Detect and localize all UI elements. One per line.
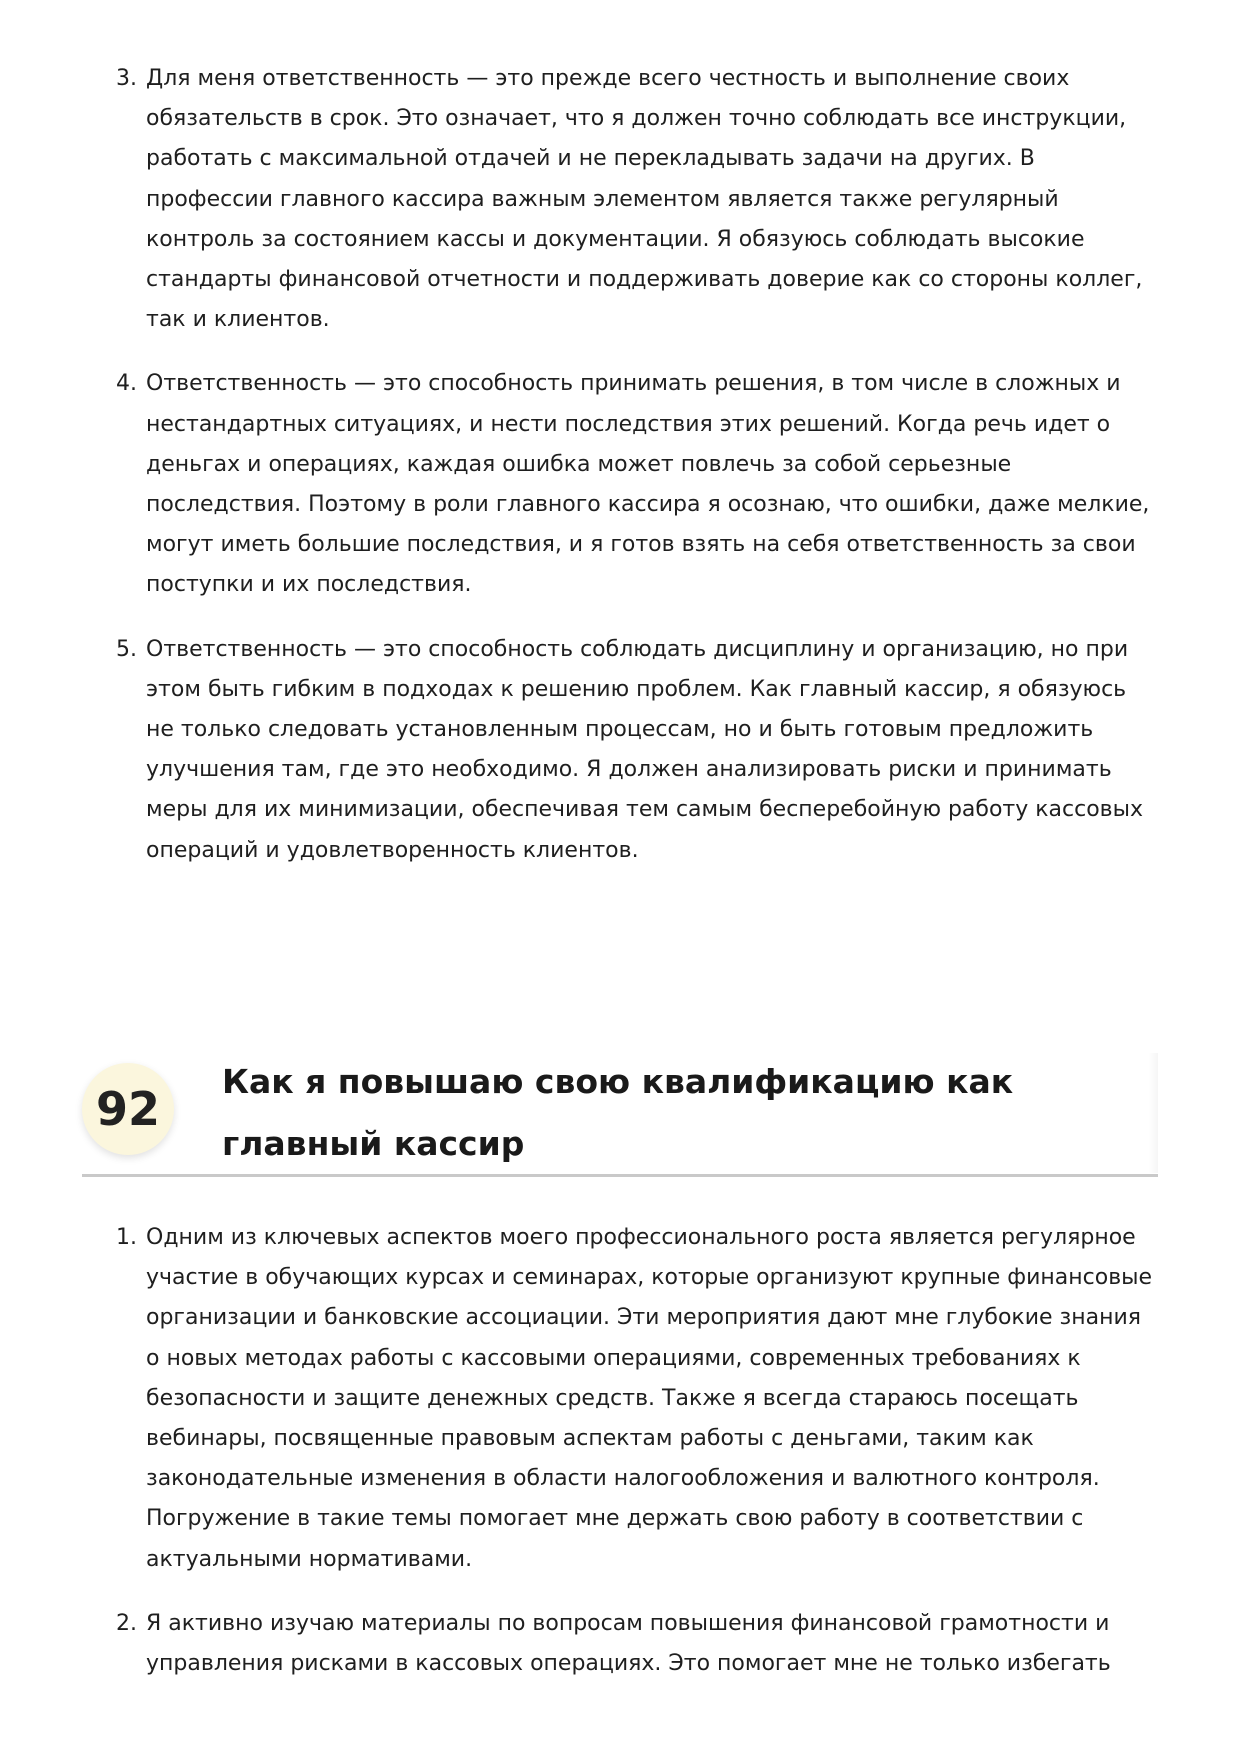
section-title: Как я повышаю свою квалификацию как главный кассир: [222, 1062, 1014, 1163]
list-item-number: 3.: [116, 66, 137, 91]
numbered-list-bottom: [0, 1218, 1156, 1684]
list-item: [0, 630, 1156, 871]
section-divider: [82, 1174, 1158, 1177]
list-item: [0, 1604, 1156, 1684]
list-item-text: Ответственность — это способность соблюдать дисциплину и организацию, но при этом быть гибким в подходах к решению проблем. Как главный кассир, я обязуюсь не только следовать установленным процессам, но и быть готовым предложить улучшения там, где это необходимо. Я должен анализировать риски и принимать меры для их минимизации, обеспечивая тем самым бесперебойную работу кассовых операций и удовлетворенность клиентов.: [146, 636, 1144, 863]
list-item-text: Для меня ответственность — это прежде всего честность и выполнение своих обязательств в срок. Это означает, что я должен точно соблюдать все инструкции, работать с максимальной отдачей и не перекладывать задачи на других. В профессии главного кассира важным элементом является также регулярный контроль за состоянием кассы и документации. Я обязуюсь соблюдать высокие стандарты финансовой отчетности и поддерживать доверие как со стороны коллег, так и клиентов.: [146, 66, 1143, 333]
section-number-badge: 92: [82, 1063, 174, 1155]
list-item-number: 4.: [116, 371, 137, 397]
numbered-list-top: [0, 59, 1156, 871]
list-item-text: Я активно изучаю материалы по вопросам повышения финансовой грамотности и управления рисками в кассовых операциях. Это помогает мне не только избегать: [146, 1610, 1111, 1677]
list-item: [0, 364, 1156, 605]
section-header: [82, 1043, 1158, 1177]
list-item-text: Ответственность — это способность принимать решения, в том числе в сложных и нестандартных ситуациях, и нести последствия этих решений. Когда речь идет о деньгах и операциях, каждая ошибка может повлечь за собой серьезные последствия. Поэтому в роли главного кассира я осознаю, что ошибки, даже мелкие, могут иметь большие последствия, и я готов взять на себя ответственность за свои поступки и их последствия.: [146, 371, 1150, 598]
list-item-number: 2.: [116, 1610, 137, 1636]
list-item: [0, 59, 1156, 340]
list-item-number: 5.: [116, 636, 137, 662]
list-item-text: Одним из ключевых аспектов моего профессионального роста является регулярное участие в обучающих курсах и семинарах, которые организуют крупные финансовые организации и банковские ассоциации. Эти мероприятия дают мне глубокие знания о новых методах работы с кассовыми операциями, современных требованиях к безопасности и защите денежных средств. Также я всегда стараюсь посещать вебинары, посвященные правовым аспектам работы с деньгами, таким как законодательные изменения в области налогообложения и валютного контроля. Погружение в такие темы помогает мне держать свою работу в соответствии с актуальными нормативами.: [146, 1225, 1153, 1572]
list-item-number: 1.: [116, 1225, 137, 1250]
list-item: [0, 1218, 1156, 1580]
header-shadow: [1148, 1053, 1158, 1173]
